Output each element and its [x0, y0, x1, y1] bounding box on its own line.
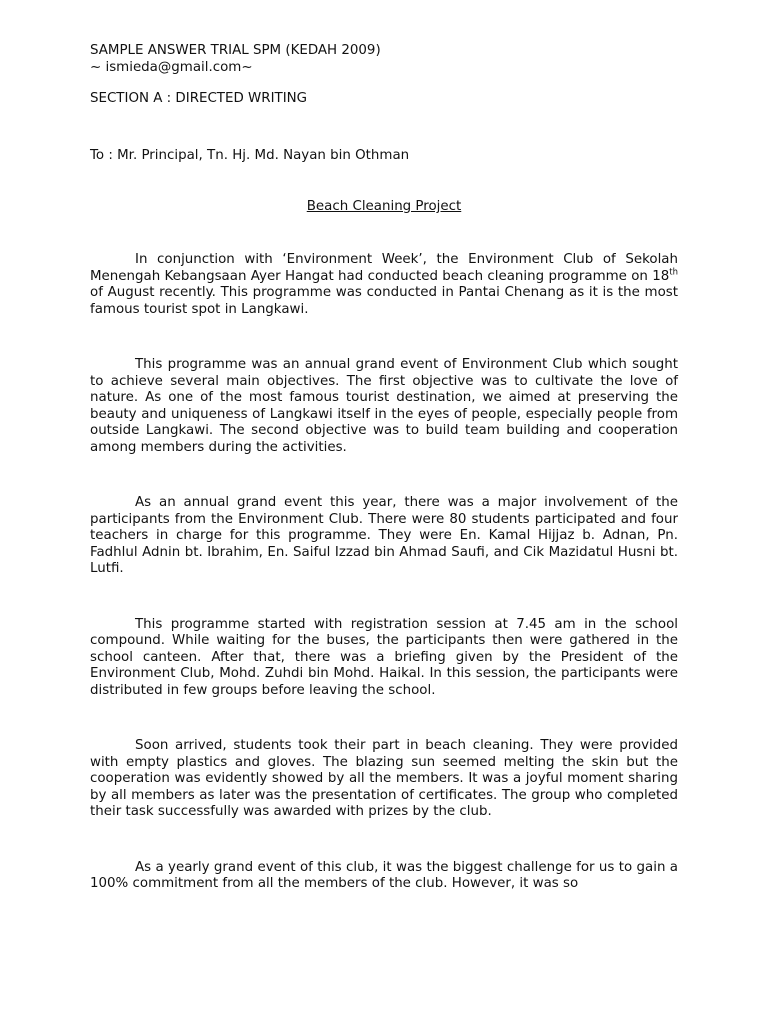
paragraph-4: This programme started with registration session at 7.45 am in the school compound. While waiting for the buses, the participants then were gathered in the school canteen. After that, there was a briefing given by the President of the Environment Club, Mohd. Zuhdi bin Mohd. Haikal. In this session, the participants were distributed in few groups before leaving the school.	[90, 616, 678, 698]
paragraph-5: Soon arrived, students took their part in beach cleaning. They were provided with empty plastics and gloves. The blazing sun seemed melting the skin but the cooperation was evidently showed by all the members. It was a joyful moment sharing by all members as later was the presentation of certificates. The group who completed their task successfully was awarded with prizes by the club.	[90, 738, 678, 819]
document-page	[90, 42, 678, 932]
paragraph-6: As a yearly grand event of this club, it was the biggest challenge for us to gain a 100% commitment from all the members of the club. However, it was so	[90, 859, 678, 891]
paragraph-3: As an annual grand event this year, there was a major involvement of the participants from the Environment Club. There were 80 students participated and four teachers in charge for this programme. They were En. Kamal Hijjaz b. Adnan, Pn. Fadhlul Adnin bt. Ibrahim, En. Saiful Izzad bin Ahmad Saufi, and Cik Mazidatul Husni bt. Lutfi.	[90, 495, 678, 576]
paragraph-2: This programme was an annual grand event of Environment Club which sought to achieve several main objectives. The first objective was to cultivate the love of nature. As one of the most famous tourist destination, we aimed at preserving the beauty and uniqueness of Langkawi itself in the eyes of people, especially people from outside Langkawi. The second objective was to build team building and cooperation among members during the activities.	[90, 357, 678, 455]
paragraph-1-text-b: of August recently. This programme was conducted in Pantai Chenang as it is the most famous tourist spot in Langkawi.	[90, 285, 678, 317]
paragraph-1-text-a: In conjunction with ‘Environment Week’, the Environment Club of Sekolah Menengah Kebangsaan Ayer Hangat had conducted beach cleaning programme on 18	[90, 252, 678, 284]
ordinal-suffix: th	[669, 267, 678, 278]
header-title: SAMPLE ANSWER TRIAL SPM (KEDAH 2009)	[90, 43, 381, 58]
section-heading: SECTION A : DIRECTED WRITING	[90, 91, 308, 106]
header-email: ~ ismieda@gmail.com~	[90, 60, 253, 75]
report-title: Beach Cleaning Project	[306, 199, 462, 214]
recipient-line: To : Mr. Principal, Tn. Hj. Md. Nayan bin Othman	[90, 148, 410, 163]
document-header	[90, 42, 678, 76]
paragraph-1	[90, 252, 678, 318]
